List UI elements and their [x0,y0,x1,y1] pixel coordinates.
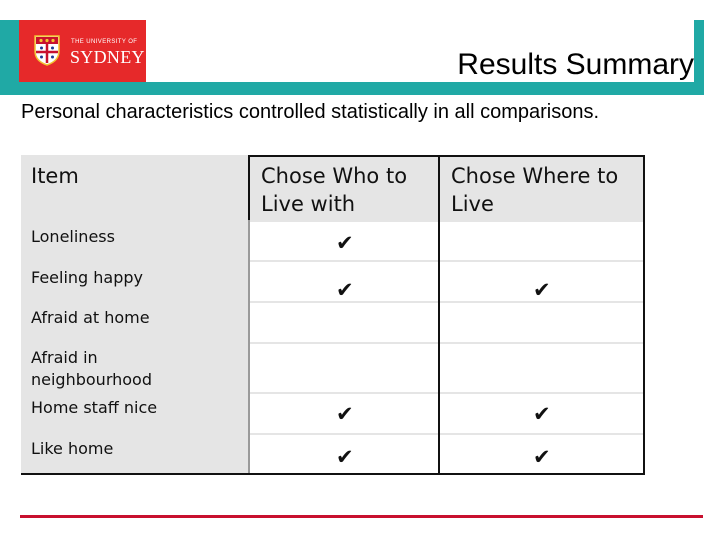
row-item-label: Feeling happy [31,268,144,287]
check-icon: ✔ [533,278,551,302]
header-item: Item [31,164,79,188]
column-divider [248,220,250,473]
row-item-label: Afraid at home [31,308,150,327]
university-logo [19,20,146,82]
header-chose-who: Chose Who to Live with [261,164,408,216]
footer-divider [20,515,703,518]
check-icon: ✔ [336,231,354,255]
row-item-label: Afraid in neighbourhood [31,348,152,389]
row-item-label: Home staff nice [31,398,158,417]
row-item-label: Like home [31,439,114,458]
column-divider [438,157,440,473]
check-icon: ✔ [336,445,354,469]
row-cell [440,303,643,342]
title-box [146,20,694,82]
header-chose-where: Chose Where to Live [451,164,619,216]
row-cell [250,344,438,392]
page-title: Results Summary [457,48,694,81]
row-item-label: Loneliness [31,227,115,246]
check-icon: ✔ [533,445,551,469]
logo-small-text: THE UNIVERSITY OF [71,39,138,45]
check-icon: ✔ [336,402,354,426]
crest-icon [34,35,60,66]
row-cell [250,303,438,342]
check-icon: ✔ [533,402,551,426]
row-cell [440,222,643,260]
logo-big-text: SYDNEY [70,47,145,67]
row-cell [440,344,643,392]
page-subtitle: Personal characteristics controlled statistically in all comparisons. [21,101,600,123]
check-icon: ✔ [336,278,354,302]
